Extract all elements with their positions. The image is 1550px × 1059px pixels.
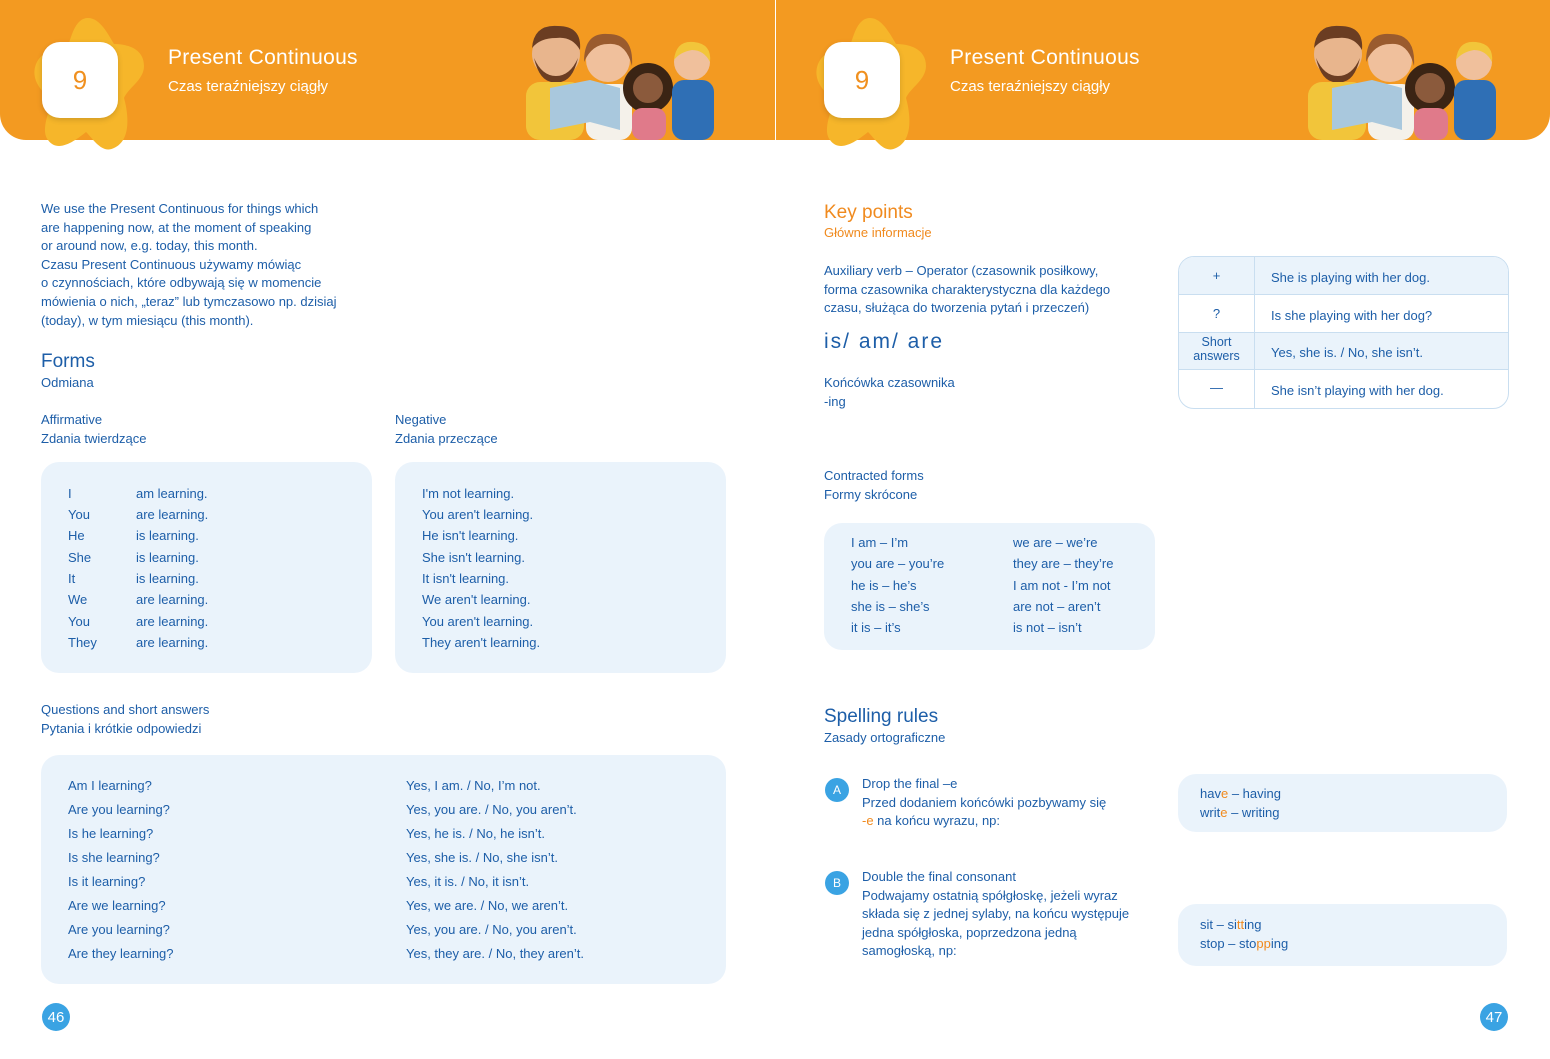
example-word — [1200, 917, 1261, 932]
highlight-letter: e — [1220, 805, 1228, 820]
negative-sentence: I'm not learning. — [422, 486, 515, 501]
auxiliary-text — [824, 262, 1164, 318]
verb-form: are learning. — [136, 614, 209, 629]
rule-b-line: składa się z jednej sylaby, na końcu występuje — [862, 906, 1130, 922]
short-answer: Yes, I am. / No, I’m not. — [406, 778, 541, 793]
contraction: we are – we’re — [1013, 535, 1098, 550]
verb-form: are learning. — [136, 507, 209, 522]
row-divider — [1179, 332, 1508, 333]
pronoun: I — [68, 486, 72, 501]
rule-b-title: Double the final consonant — [862, 869, 1016, 884]
question: Are you learning? — [68, 922, 170, 937]
verb-form: are learning. — [136, 592, 209, 607]
pronoun: They — [68, 635, 97, 650]
word-part: sit – si — [1200, 917, 1237, 932]
table-example: She isn’t playing with her dog. — [1271, 383, 1444, 398]
table-marker: Short answers — [1193, 335, 1240, 363]
aux-line: czasu, służąca do tworzenia pytań i przeczeń) — [824, 300, 1090, 316]
highlight-letter: -e — [862, 813, 874, 829]
rule-b-line: jedna spółgłoska, poprzedzona jedną — [862, 924, 1077, 940]
row-divider — [1179, 294, 1508, 295]
table-marker: + — [1212, 268, 1221, 283]
rule-a-examples — [1178, 774, 1507, 832]
contracted-panel — [824, 523, 1155, 650]
chapter-number: 9 — [824, 42, 900, 118]
contraction: he is – he’s — [851, 578, 917, 593]
pronoun: He — [68, 528, 85, 543]
ending-line: Końcówka czasownika — [824, 375, 955, 390]
contraction: I am not - I’m not — [1013, 578, 1111, 593]
negative-sentence: You aren't learning. — [422, 507, 534, 522]
intro-line: are happening now, at the moment of speaking — [41, 219, 312, 235]
ending-line: -ing — [824, 393, 846, 409]
intro-line: or around now, e.g. today, this month. — [41, 238, 258, 254]
negative-subtitle: Zdania przeczące — [395, 431, 498, 446]
question: Is he learning? — [68, 826, 154, 841]
rule-b-line: samogłoską, np: — [862, 943, 957, 959]
row-divider — [1179, 369, 1508, 370]
intro-line: Czasu Present Continuous używamy mówiąc — [41, 256, 302, 272]
negative-sentence: You aren't learning. — [422, 614, 534, 629]
negative-sentence: She isn't learning. — [422, 550, 525, 565]
question: Are we learning? — [68, 898, 166, 913]
short-answer: Yes, she is. / No, she isn’t. — [406, 850, 558, 865]
question: Am I learning? — [68, 778, 152, 793]
questions-panel — [41, 755, 726, 984]
family-illustration-icon — [520, 18, 720, 140]
pronoun: It — [68, 571, 76, 586]
header-title: Present Continuous — [950, 46, 1140, 69]
highlight-letter: e — [1220, 786, 1229, 801]
header-subtitle: Czas teraźniejszy ciągły — [950, 78, 1111, 95]
table-example: She is playing with her dog. — [1271, 270, 1430, 285]
questions-subtitle: Pytania i krótkie odpowiedzi — [41, 721, 202, 736]
short-answer: Yes, he is. / No, he isn’t. — [406, 826, 545, 841]
rule-b-examples — [1178, 904, 1507, 966]
word-part: – having — [1228, 786, 1281, 801]
pronoun: You — [68, 507, 90, 522]
key-points-subtitle: Główne informacje — [824, 225, 932, 240]
contraction: it is – it’s — [851, 620, 901, 635]
word-part: stop – sto — [1200, 936, 1257, 951]
rule-b-marker: B — [825, 871, 849, 895]
highlight-letter: tt — [1236, 917, 1245, 932]
negative-sentence: We aren't learning. — [422, 592, 531, 607]
highlight-letter: pp — [1256, 936, 1271, 951]
question: Are they learning? — [68, 946, 174, 961]
spelling-subtitle: Zasady ortograficzne — [824, 730, 946, 745]
table-marker: — — [1210, 380, 1223, 395]
contraction: is not – isn’t — [1013, 620, 1082, 635]
family-illustration-icon — [1302, 18, 1502, 140]
ending-text — [824, 374, 955, 411]
rule-a-line — [862, 812, 1162, 831]
word-part: – writing — [1227, 805, 1280, 820]
intro-line: We use the Present Continuous for things which — [41, 201, 319, 216]
table-marker: ? — [1212, 306, 1221, 321]
table-example: Is she playing with her dog? — [1271, 308, 1433, 323]
word-part: writ — [1200, 805, 1221, 820]
verb-form: is learning. — [136, 550, 199, 565]
page-number-left: 46 — [42, 1003, 70, 1031]
example-word — [1200, 805, 1279, 820]
negative-title: Negative — [395, 412, 447, 427]
intro-line: o czynnościach, które odbywają się w momencie — [41, 275, 322, 291]
affirmative-subtitle: Zdania twierdzące — [41, 431, 147, 446]
affirmative-title: Affirmative — [41, 412, 103, 427]
question: Is it learning? — [68, 874, 146, 889]
table-example: Yes, she is. / No, she isn’t. — [1271, 345, 1423, 360]
key-points-title: Key points — [824, 202, 913, 223]
question: Is she learning? — [68, 850, 160, 865]
negative-sentence: They aren't learning. — [422, 635, 541, 650]
forms-subtitle: Odmiana — [41, 375, 94, 390]
verb-form: is learning. — [136, 571, 199, 586]
affirmative-panel — [41, 462, 372, 673]
intro-line: mówienia o nich, „teraz” lub tymczasowo np. dzisiaj — [41, 293, 337, 309]
contracted-title: Contracted forms — [824, 468, 924, 483]
aux-line: forma czasownika charakterystyczna dla każdego — [824, 281, 1111, 297]
contraction: they are – they’re — [1013, 556, 1114, 571]
example-word — [1200, 936, 1288, 951]
contraction: are not – aren’t — [1013, 599, 1101, 614]
contraction: she is – she’s — [851, 599, 930, 614]
verb-form: are learning. — [136, 635, 209, 650]
pronoun: You — [68, 614, 90, 629]
word-part: ing — [1270, 936, 1289, 951]
col-divider — [1254, 257, 1255, 408]
negative-sentence: It isn't learning. — [422, 571, 510, 586]
contraction: I am – I’m — [851, 535, 909, 550]
word-part: hav — [1200, 786, 1221, 801]
aux-line: Auxiliary verb – Operator (czasownik posiłkowy, — [824, 263, 1099, 278]
verb-form: am learning. — [136, 486, 208, 501]
short-answer: Yes, you are. / No, you aren’t. — [406, 802, 577, 817]
word-part: ing — [1244, 917, 1262, 932]
intro-text — [41, 200, 381, 330]
spelling-title: Spelling rules — [824, 706, 939, 727]
rule-a-line: Przed dodaniem końcówki pozbywamy się — [862, 794, 1107, 810]
header-title: Present Continuous — [168, 46, 358, 69]
question: Are you learning? — [68, 802, 170, 817]
rule-a-marker: A — [825, 778, 849, 802]
short-answer: Yes, we are. / No, we aren’t. — [406, 898, 569, 913]
rule-a-text — [862, 775, 1162, 831]
rule-a-title: Drop the final –e — [862, 776, 958, 791]
rule-b-line: Podwajamy ostatnią spółgłoskę, jeżeli wyraz — [862, 887, 1118, 903]
short-answer: Yes, they are. / No, they aren’t. — [406, 946, 585, 961]
rule-a-line-rest: na końcu wyrazu, np: — [873, 813, 1001, 829]
page-number-right: 47 — [1480, 1003, 1508, 1031]
negative-sentence: He isn't learning. — [422, 528, 519, 543]
header-subtitle: Czas teraźniejszy ciągły — [168, 78, 329, 95]
verb-form: is learning. — [136, 528, 199, 543]
intro-line: (today), w tym miesiącu (this month). — [41, 312, 254, 328]
rule-b-text — [862, 868, 1162, 961]
contracted-subtitle: Formy skrócone — [824, 487, 918, 502]
questions-title: Questions and short answers — [41, 702, 210, 717]
example-word — [1200, 786, 1281, 801]
examples-table — [1178, 256, 1509, 409]
auxiliary-forms: is/ am/ are — [824, 330, 945, 353]
chapter-number: 9 — [42, 42, 118, 118]
short-answer: Yes, it is. / No, it isn’t. — [406, 874, 530, 889]
pronoun: She — [68, 550, 92, 565]
negative-panel — [395, 462, 726, 673]
forms-title: Forms — [41, 351, 95, 372]
pronoun: We — [68, 592, 88, 607]
contraction: you are – you’re — [851, 556, 945, 571]
short-answer: Yes, you are. / No, you aren’t. — [406, 922, 577, 937]
